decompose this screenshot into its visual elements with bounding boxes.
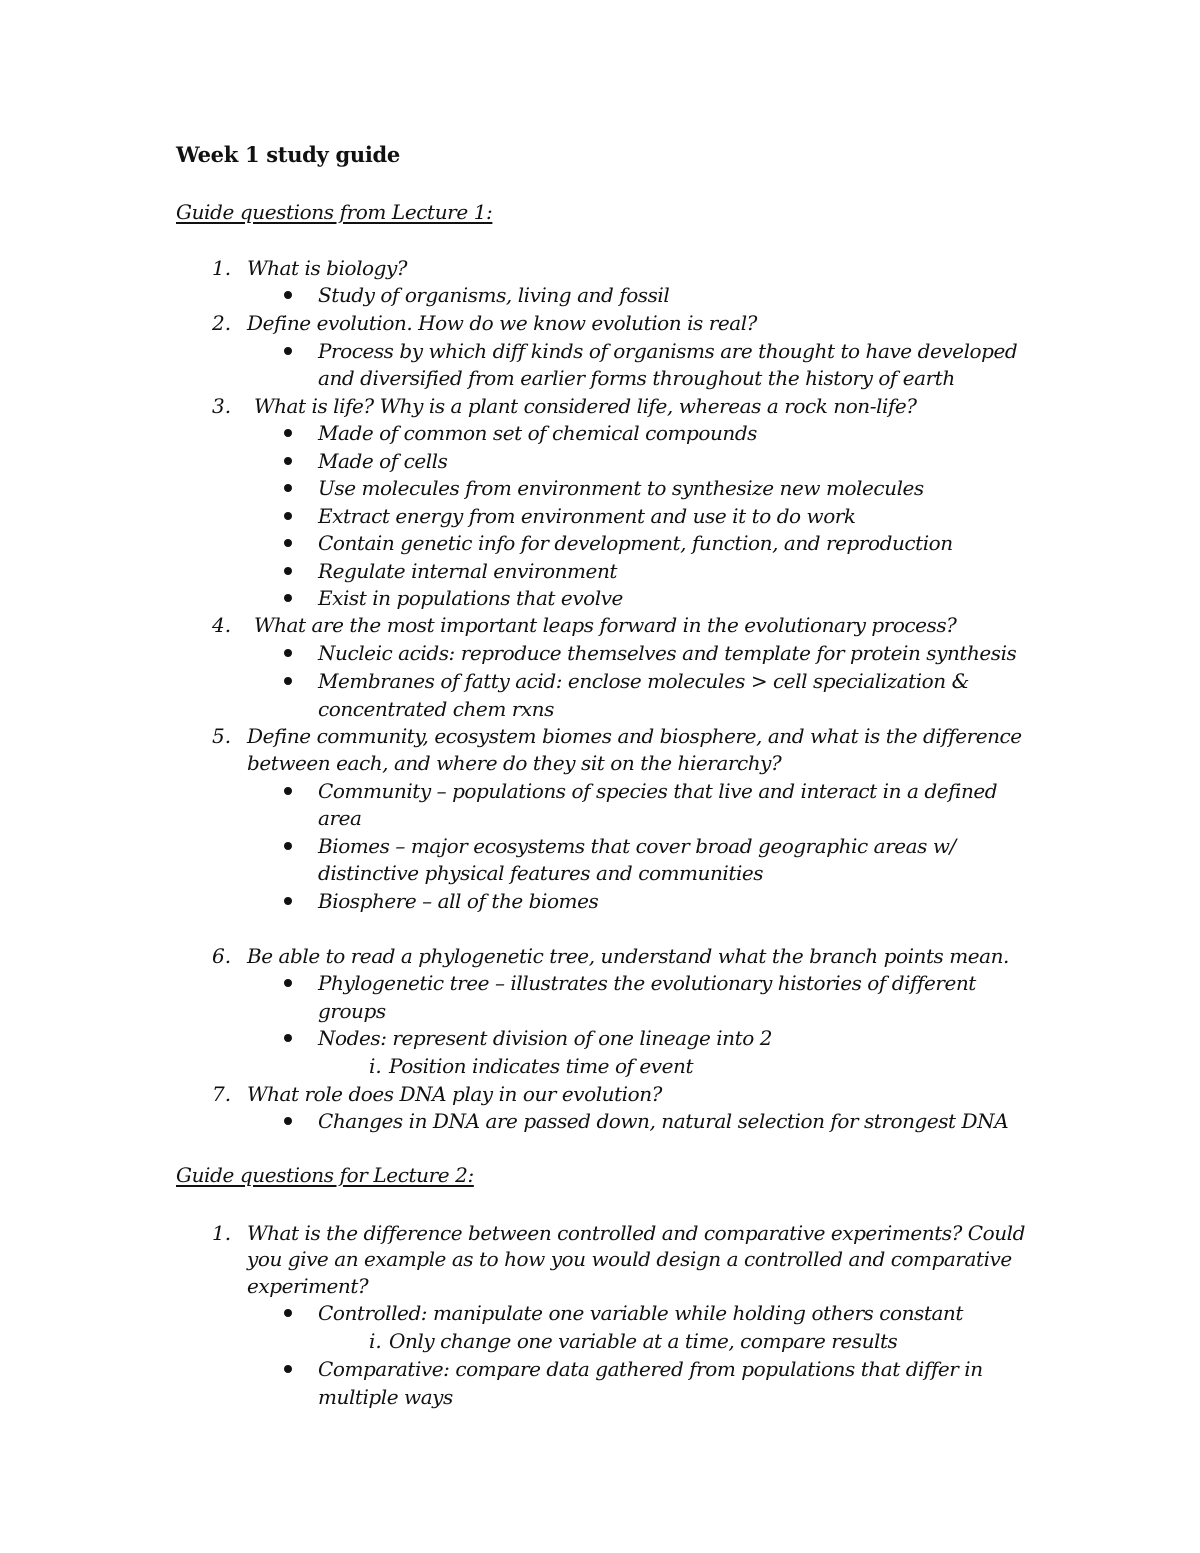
subitem-text: Position indicates time of event bbox=[389, 1054, 694, 1078]
bullet-text: multiple ways bbox=[318, 1385, 453, 1409]
subitem-number: i. bbox=[369, 1329, 382, 1353]
bullet-icon bbox=[284, 484, 292, 492]
question-text: Be able to read a phylogenetic tree, understand what the branch points mean. bbox=[247, 944, 1009, 968]
bullet-icon bbox=[284, 677, 292, 685]
subitem-number: i. bbox=[369, 1054, 382, 1078]
question-text: you give an example as to how you would design a controlled and comparative bbox=[247, 1247, 1012, 1271]
bullet-text: Made of common set of chemical compounds bbox=[318, 421, 757, 445]
bullet-text: Exist in populations that evolve bbox=[318, 586, 623, 610]
question-number: 1. bbox=[212, 1221, 232, 1245]
bullet-text: Membranes of fatty acid: enclose molecules > cell specialization & bbox=[318, 669, 969, 693]
question-text: What are the most important leaps forward in the evolutionary process? bbox=[254, 613, 957, 637]
bullet-text: Nodes: represent division of one lineage into 2 bbox=[318, 1026, 772, 1050]
bullet-icon bbox=[284, 1309, 292, 1317]
bullet-text: Regulate internal environment bbox=[318, 559, 617, 583]
question-text: What is biology? bbox=[247, 256, 408, 280]
bullet-text: Process by which diff kinds of organisms are thought to have developed bbox=[318, 339, 1018, 363]
question-number: 2. bbox=[212, 311, 232, 335]
bullet-text: distinctive physical features and communities bbox=[318, 861, 764, 885]
bullet-icon bbox=[284, 567, 292, 575]
bullet-text: Biomes – major ecosystems that cover broad geographic areas w/ bbox=[318, 834, 956, 858]
bullet-text: Contain genetic info for development, function, and reproduction bbox=[318, 531, 953, 555]
bullet-text: Use molecules from environment to synthesize new molecules bbox=[318, 476, 924, 500]
question-number: 1. bbox=[212, 256, 232, 280]
bullet-icon bbox=[284, 291, 292, 299]
bullet-icon bbox=[284, 979, 292, 987]
subitem-text: Only change one variable at a time, compare results bbox=[389, 1329, 898, 1353]
bullet-icon bbox=[284, 512, 292, 520]
question-number: 5. bbox=[212, 724, 232, 748]
bullet-icon bbox=[284, 347, 292, 355]
question-text: What role does DNA play in our evolution? bbox=[247, 1082, 662, 1106]
question-text: between each, and where do they sit on the hierarchy? bbox=[247, 751, 782, 775]
bullet-icon bbox=[284, 649, 292, 657]
section-heading: Guide questions for Lecture 2: bbox=[176, 1163, 474, 1187]
bullet-icon bbox=[284, 1034, 292, 1042]
question-number: 7. bbox=[212, 1082, 232, 1106]
section-heading: Guide questions from Lecture 1: bbox=[176, 200, 493, 224]
question-text: What is life? Why is a plant considered life, whereas a rock non-life? bbox=[254, 394, 917, 418]
question-number: 6. bbox=[212, 944, 232, 968]
bullet-text: Changes in DNA are passed down, natural selection for strongest DNA bbox=[318, 1109, 1009, 1133]
bullet-text: Nucleic acids: reproduce themselves and template for protein synthesis bbox=[318, 641, 1017, 665]
bullet-icon bbox=[284, 1365, 292, 1373]
bullet-icon bbox=[284, 1117, 292, 1125]
bullet-text: and diversified from earlier forms throughout the history of earth bbox=[318, 366, 955, 390]
bullet-text: Community – populations of species that live and interact in a defined bbox=[318, 779, 998, 803]
bullet-icon bbox=[284, 897, 292, 905]
bullet-text: area bbox=[318, 806, 362, 830]
question-text: Define evolution. How do we know evolution is real? bbox=[247, 311, 757, 335]
bullet-text: Study of organisms, living and fossil bbox=[318, 283, 670, 307]
bullet-icon bbox=[284, 457, 292, 465]
bullet-text: Made of cells bbox=[318, 449, 448, 473]
bullet-text: Biosphere – all of the biomes bbox=[318, 889, 599, 913]
bullet-icon bbox=[284, 539, 292, 547]
bullet-text: Controlled: manipulate one variable while holding others constant bbox=[318, 1301, 963, 1325]
bullet-icon bbox=[284, 787, 292, 795]
bullet-text: Extract energy from environment and use it to do work bbox=[318, 504, 856, 528]
bullet-text: Comparative: compare data gathered from populations that differ in bbox=[318, 1357, 983, 1381]
bullet-icon bbox=[284, 429, 292, 437]
page-title: Week 1 study guide bbox=[176, 142, 400, 167]
bullet-text: groups bbox=[318, 999, 386, 1023]
bullet-icon bbox=[284, 594, 292, 602]
bullet-text: concentrated chem rxns bbox=[318, 697, 554, 721]
question-number: 3. bbox=[212, 394, 232, 418]
question-text: Define community, ecosystem biomes and biosphere, and what is the difference bbox=[247, 724, 1022, 748]
question-text: What is the difference between controlled and comparative experiments? Could bbox=[247, 1221, 1025, 1245]
bullet-text: Phylogenetic tree – illustrates the evolutionary histories of different bbox=[318, 971, 976, 995]
bullet-icon bbox=[284, 842, 292, 850]
question-number: 4. bbox=[212, 613, 232, 637]
question-text: experiment? bbox=[247, 1274, 369, 1298]
